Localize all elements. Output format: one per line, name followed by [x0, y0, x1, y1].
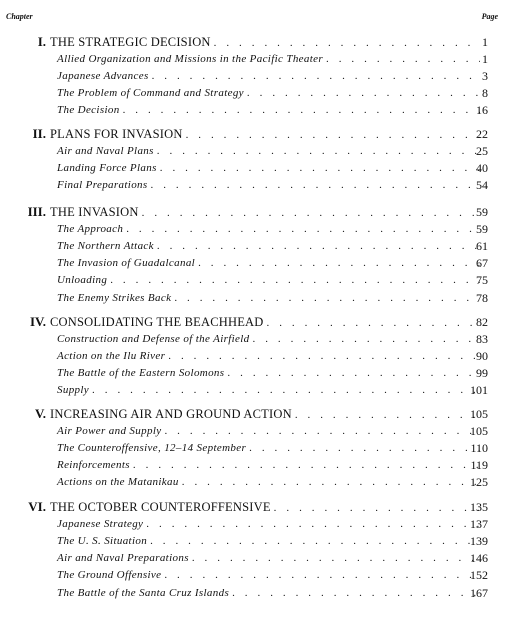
section-title: Air Power and Supply: [57, 425, 162, 438]
section-title-line: [57, 102, 480, 118]
section-title-line: [57, 423, 480, 439]
section-title-line: [57, 143, 480, 159]
page-number: 8: [482, 86, 488, 101]
section-title-line: [57, 382, 480, 398]
toc-chapter-row: [0, 126, 512, 142]
dot-leader: [274, 500, 480, 516]
dot-leader: [232, 585, 480, 601]
section-title-line: [57, 177, 480, 193]
page-number: 59: [476, 205, 488, 219]
section-title: Supply: [57, 384, 90, 397]
page-number: 146: [470, 551, 488, 566]
toc-section-row: [0, 160, 512, 176]
toc-section-row: [0, 102, 512, 118]
section-title: Allied Organization and Missions in the Pacific Theater: [57, 53, 324, 66]
section-title-line: [57, 457, 480, 473]
chapter-number: V.: [35, 406, 46, 421]
section-title: Unloading: [57, 274, 108, 287]
section-title-line: [57, 85, 480, 101]
chapter-title: THE INVASION: [50, 205, 139, 219]
section-title: The Northern Attack: [57, 240, 154, 253]
toc-section-row: [0, 440, 512, 456]
dot-leader: [249, 440, 480, 456]
chapter-title-line: [50, 204, 480, 220]
toc-section-row: [0, 457, 512, 473]
dot-leader: [164, 567, 480, 583]
page-number: 40: [476, 161, 488, 176]
toc-section-row: [0, 533, 512, 549]
page-number: 25: [476, 144, 488, 159]
toc-section-row: [0, 423, 512, 439]
dot-leader: [142, 205, 480, 221]
dot-leader: [164, 423, 480, 439]
toc-section-row: [0, 585, 512, 601]
page-number: 67: [476, 256, 488, 271]
page-number: 16: [476, 103, 488, 118]
page-number: 22: [476, 127, 488, 141]
section-title: The Battle of the Eastern Solomons: [57, 367, 225, 380]
section-title: The Ground Offensive: [57, 569, 162, 582]
page-number: 119: [470, 458, 488, 473]
toc-section-row: [0, 51, 512, 67]
page-number: 1: [482, 52, 488, 67]
section-title: The Decision: [57, 104, 120, 117]
toc-section-row: [0, 85, 512, 101]
chapter-title: THE OCTOBER COUNTEROFFENSIVE: [50, 500, 271, 514]
page-number: 59: [476, 222, 488, 237]
toc-section-row: [0, 290, 512, 306]
section-title: The Problem of Command and Strategy: [57, 87, 244, 100]
section-title: Reinforcements: [57, 459, 130, 472]
chapter-title-line: [50, 314, 480, 330]
page-number: 99: [476, 366, 488, 381]
section-title-line: [57, 533, 480, 549]
section-title-line: [57, 160, 480, 176]
chapter-title: PLANS FOR INVASION: [50, 127, 183, 141]
section-title-line: [57, 68, 480, 84]
chapter-title-line: [50, 499, 480, 515]
dot-leader: [295, 407, 480, 423]
toc-chapter-row: [0, 34, 512, 50]
section-title-line: [57, 51, 480, 67]
dot-leader: [168, 348, 480, 364]
toc-section-row: [0, 567, 512, 583]
page-number: 167: [470, 585, 488, 600]
section-title: Air and Naval Plans: [57, 145, 154, 158]
page-number: 125: [470, 475, 488, 490]
section-title: Actions on the Matanikau: [57, 476, 179, 489]
toc-section-row: [0, 255, 512, 271]
chapter-number: II.: [32, 126, 46, 141]
toc-section-row: [0, 143, 512, 159]
dot-leader: [157, 238, 480, 254]
toc-section-row: [0, 348, 512, 364]
section-title: Action on the Ilu River: [57, 350, 166, 363]
chapter-number: VI.: [28, 499, 46, 514]
page-column-label: Page: [481, 12, 498, 21]
dot-leader: [267, 315, 481, 331]
toc-section-row: [0, 516, 512, 532]
toc-section-row: [0, 382, 512, 398]
chapter-title: THE STRATEGIC DECISION: [50, 35, 211, 49]
section-title-line: [57, 440, 480, 456]
section-title: Japanese Strategy: [57, 518, 144, 531]
page-number: 82: [476, 315, 488, 329]
section-title: The Battle of the Santa Cruz Islands: [57, 586, 230, 599]
section-title-line: [57, 290, 480, 306]
dot-leader: [152, 68, 480, 84]
chapter-number: I.: [37, 34, 46, 49]
page-number: 105: [470, 424, 488, 439]
section-title-line: [57, 585, 480, 601]
dot-leader: [214, 35, 480, 51]
section-title-line: [57, 272, 480, 288]
toc-section-row: [0, 221, 512, 237]
section-title-line: [57, 331, 480, 347]
chapter-title: CONSOLIDATING THE BEACHHEAD: [50, 315, 264, 329]
dot-leader: [198, 255, 480, 271]
section-title-line: [57, 550, 480, 566]
dot-leader: [157, 143, 480, 159]
page-number: 54: [476, 178, 488, 193]
page-number: 152: [470, 568, 488, 583]
page-number: 105: [470, 407, 488, 421]
chapter-title: INCREASING AIR AND GROUND ACTION: [50, 407, 292, 421]
section-title: The Counteroffensive, 12–14 September: [57, 442, 247, 455]
section-title-line: [57, 238, 480, 254]
toc-chapter-row: [0, 406, 512, 422]
section-title-line: [57, 255, 480, 271]
toc-section-row: [0, 177, 512, 193]
chapter-number: IV.: [29, 314, 46, 329]
dot-leader: [192, 550, 480, 566]
toc-chapter-row: [0, 499, 512, 515]
page-number: 110: [470, 441, 488, 456]
page-number: 135: [470, 500, 488, 514]
toc-section-row: [0, 365, 512, 381]
dot-leader: [186, 127, 480, 143]
dot-leader: [92, 382, 480, 398]
toc-section-row: [0, 68, 512, 84]
toc-section-row: [0, 331, 512, 347]
chapter-column-label: Chapter: [6, 12, 33, 21]
dot-leader: [160, 160, 480, 176]
dot-leader: [253, 331, 480, 347]
page-number: 137: [470, 517, 488, 532]
dot-leader: [146, 516, 480, 532]
dot-leader: [326, 51, 480, 67]
page-number: 61: [476, 239, 488, 254]
section-title-line: [57, 365, 480, 381]
dot-leader: [123, 102, 480, 118]
section-title: Final Preparations: [57, 179, 148, 192]
section-title: Construction and Defense of the Airfield: [57, 333, 250, 346]
dot-leader: [174, 290, 480, 306]
chapter-title-line: [50, 406, 480, 422]
dot-leader: [182, 474, 480, 490]
toc-section-row: [0, 474, 512, 490]
page-number: 1: [482, 35, 488, 49]
dot-leader: [247, 85, 480, 101]
page-number: 3: [482, 69, 488, 84]
dot-leader: [133, 457, 480, 473]
section-title-line: [57, 567, 480, 583]
page-number: 78: [476, 290, 488, 305]
section-title: Japanese Advances: [57, 70, 149, 83]
page-number: 83: [476, 332, 488, 347]
chapter-title-line: [50, 34, 480, 50]
chapter-number: III.: [27, 204, 46, 219]
toc-section-row: [0, 272, 512, 288]
section-title-line: [57, 474, 480, 490]
toc-section-row: [0, 238, 512, 254]
toc-section-row: [0, 550, 512, 566]
dot-leader: [227, 365, 480, 381]
dot-leader: [110, 272, 480, 288]
section-title-line: [57, 516, 480, 532]
dot-leader: [150, 533, 480, 549]
dot-leader: [126, 221, 480, 237]
page-number: 75: [476, 273, 488, 288]
section-title: Air and Naval Preparations: [57, 552, 189, 565]
section-title-line: [57, 348, 480, 364]
section-title: Landing Force Plans: [57, 162, 157, 175]
section-title: The U. S. Situation: [57, 535, 148, 548]
section-title: The Enemy Strikes Back: [57, 291, 172, 304]
page-number: 101: [470, 383, 488, 398]
dot-leader: [151, 177, 480, 193]
page-number: 90: [476, 349, 488, 364]
toc-chapter-row: [0, 204, 512, 220]
chapter-title-line: [50, 126, 480, 142]
page-number: 139: [470, 534, 488, 549]
toc-chapter-row: [0, 314, 512, 330]
section-title: The Approach: [57, 223, 124, 236]
section-title: The Invasion of Guadalcanal: [57, 257, 196, 270]
section-title-line: [57, 221, 480, 237]
